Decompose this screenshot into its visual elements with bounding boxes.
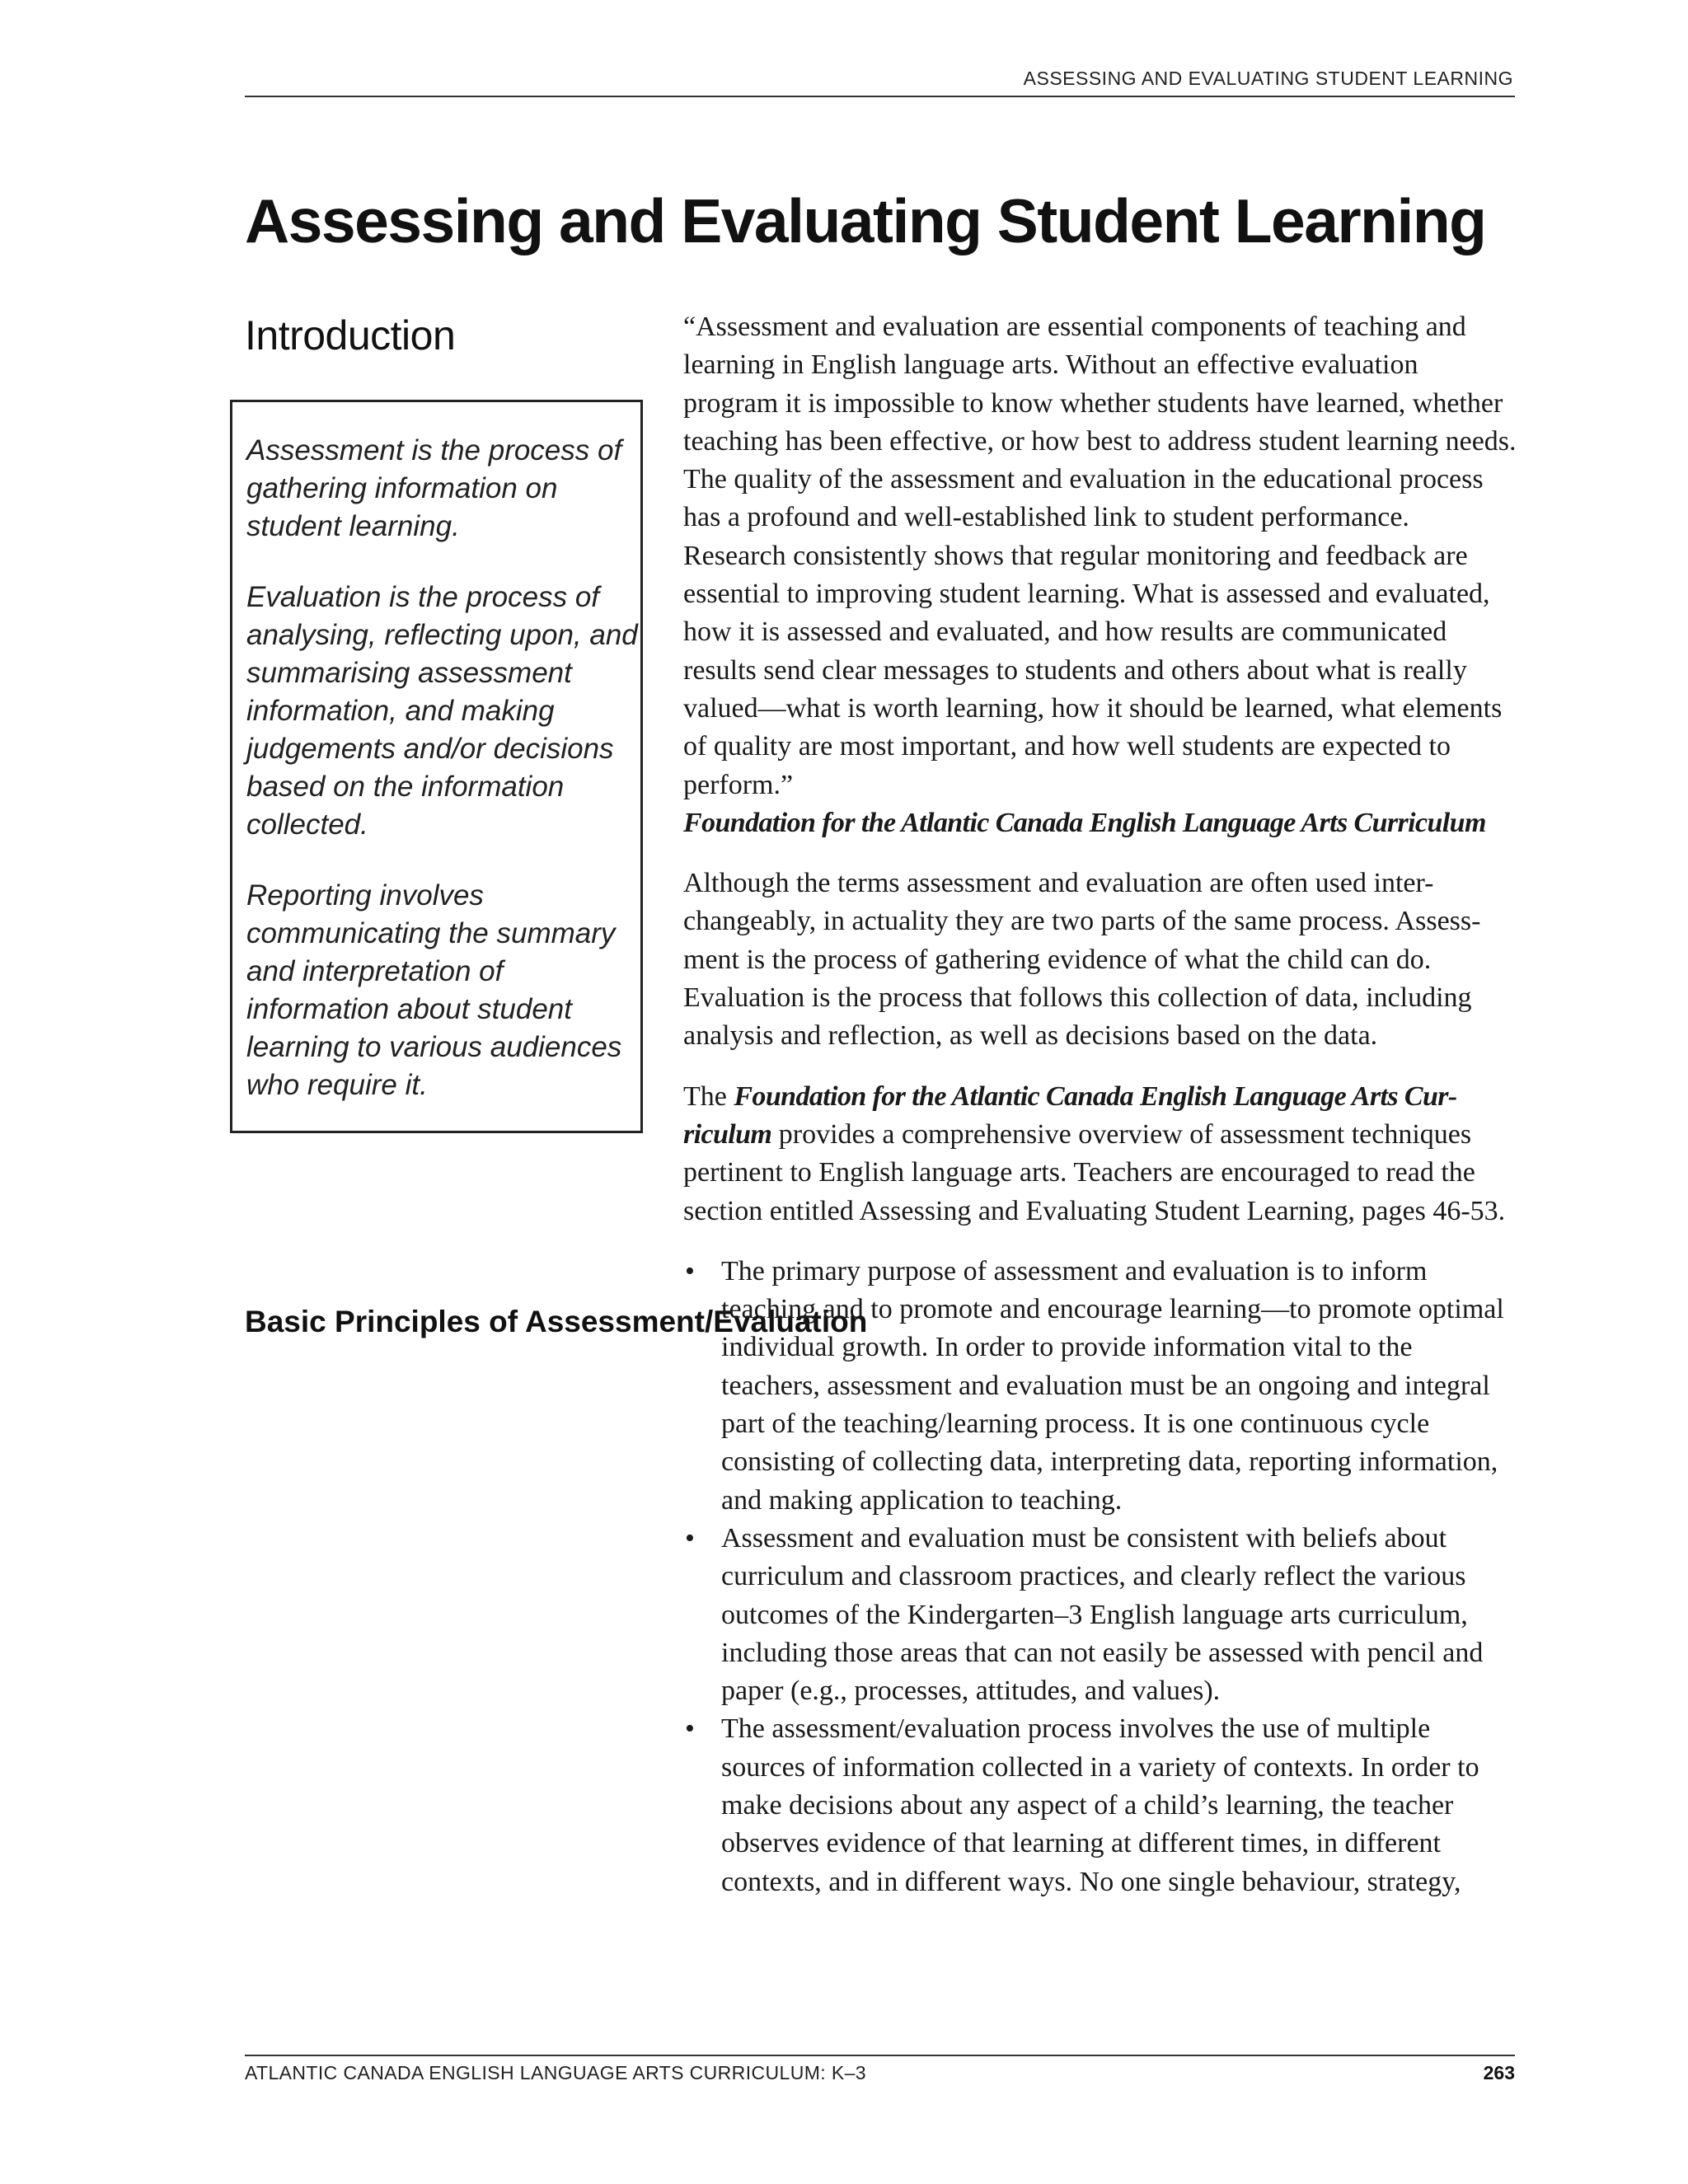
list-item bbox=[683, 1253, 1517, 1520]
list-item bbox=[683, 1710, 1517, 1900]
list-item bbox=[683, 1520, 1517, 1710]
footer-rule bbox=[245, 2055, 1515, 2056]
introduction-heading: Introduction bbox=[245, 312, 456, 359]
running-head: ASSESSING AND EVALUATING STUDENT LEARNING bbox=[1023, 68, 1513, 89]
principle-text: The primary purpose of assessment and evaluation is to inform teaching and to promote and encourage learning—to promote optimal individual growth. In order to provide information vital to the teachers, assessment and evaluation must be an ongoing and integral part of the teaching/learning process. It is one continuous cycle consisting of collecting data, interpreting data, reporting information, and making application to teaching. bbox=[721, 1255, 1504, 1516]
foundation-title-reference: Foundation for the Atlantic Canada English Language Arts Cur-riculum bbox=[683, 1080, 1457, 1150]
foundation-paragraph-lead: The bbox=[683, 1080, 734, 1112]
header-rule bbox=[245, 96, 1515, 97]
assessment-definition: Assessment is the process of gathering information on student learning. bbox=[246, 434, 622, 542]
page-number: 263 bbox=[1483, 2062, 1515, 2083]
principles-list bbox=[683, 1253, 1517, 1901]
definitions-sidebar-box bbox=[230, 400, 643, 1133]
quote-source: Foundation for the Atlantic Canada English Language Arts Curriculum bbox=[683, 807, 1486, 838]
foundation-paragraph bbox=[683, 1078, 1517, 1230]
bullet-icon: • bbox=[685, 1522, 695, 1554]
evaluation-definition: Evaluation is the process of analysing, reflecting upon, and summarising assessment information, and making judgements and/or decisions based on the information collected. bbox=[246, 581, 638, 841]
principle-text: Assessment and evaluation must be consistent with beliefs about curriculum and classroom practices, and clearly reflect the various outcomes of the Kindergarten–3 English language arts curriculum, including those areas that can not easily be assessed with pencil and paper (e.g., processes, attitudes, and values). bbox=[721, 1522, 1484, 1707]
terms-paragraph: Although the terms assessment and evaluation are often used inter-changeably, in actuality they are two parts of the same process. Assess-ment is the process of gathering evidence of what the child can do. Evaluation is the process that follows this collection of data, including analysis and reflection, as well as decisions based on the data. bbox=[683, 868, 1481, 1052]
bullet-icon: • bbox=[685, 1255, 695, 1286]
bullet-icon: • bbox=[685, 1713, 695, 1745]
principle-text: The assessment/evaluation process involves the use of multiple sources of information collected in a variety of contexts. In order to make decisions about any aspect of a child’s learning, the teacher observes evidence of that learning at different times, in different contexts, and in different ways. No one single behaviour, strategy, bbox=[721, 1713, 1479, 1897]
main-column bbox=[683, 308, 1517, 1901]
curriculum-quote: “Assessment and evaluation are essential components of teaching and learning in English language arts. Without an effective evaluation program it is impossible to know whether students have learned, whether teaching has been effective, or how best to address student learning needs. The quality of the assessment and evaluation in the educational process has a profound and well-established link to student performance. Research consistently shows that regular monitoring and feedback are essential to improving student learning. What is assessed and evaluated, how it is assessed and evaluated, and how results are communicated results send clear messages to students and others about what is really valued—what is worth learning, how it should be learned, what elements of quality are most important, and how well students are expected to perform.” bbox=[683, 312, 1517, 800]
foundation-paragraph-rest: provides a comprehensive overview of assessment techniques pertinent to English language arts. Teachers are encouraged to read the section entitled Assessing and Evaluating Student Learning, pages 46-53. bbox=[683, 1118, 1506, 1226]
reporting-definition: Reporting involves communicating the summary and interpretation of information about student learning to various audiences who require it. bbox=[246, 879, 622, 1101]
basic-principles-heading: Basic Principles of Assessment/Evaluation bbox=[245, 1305, 868, 1338]
page-title: Assessing and Evaluating Student Learning bbox=[245, 186, 1486, 255]
footer-title: ATLANTIC CANADA ENGLISH LANGUAGE ARTS CURRICULUM: K–3 bbox=[245, 2062, 866, 2083]
